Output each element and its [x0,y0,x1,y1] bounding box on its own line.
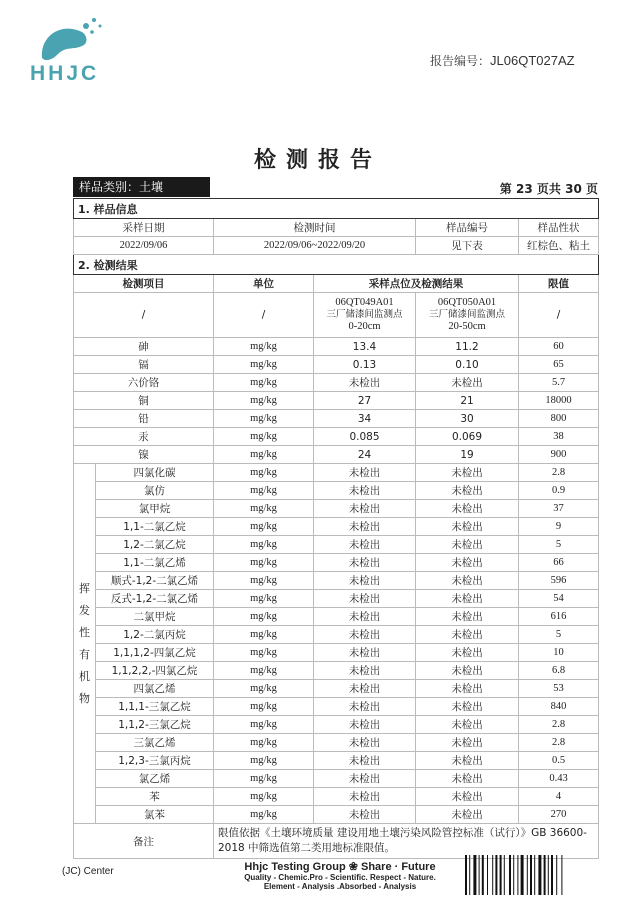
cell-limit: 840 [519,698,599,716]
page-suffix: 页 [585,182,598,196]
header-test-time: 检测时间 [214,219,416,237]
cell-item: 四氯化碳 [96,464,214,482]
table-row [74,662,599,680]
cell-limit: 2.8 [519,716,599,734]
report-number-value: JL06QT027AZ [490,53,575,68]
cell-unit: mg/kg [214,572,314,590]
value-sampling-date: 2022/09/06 [74,237,214,255]
cell-unit: mg/kg [214,590,314,608]
value-sample-character: 红棕色、粘土 [519,237,599,255]
table-row [74,608,599,626]
cell-r1: 未检出 [314,734,416,752]
cell-limit: 2.8 [519,734,599,752]
cell-unit: mg/kg [214,500,314,518]
table-row [74,536,599,554]
cell-r1: 34 [314,410,416,428]
barcode-bar [548,855,549,895]
cell-r2: 未检出 [416,536,519,554]
cell-r1: 未检出 [314,500,416,518]
cell-unit: mg/kg [214,680,314,698]
cell-limit: 66 [519,554,599,572]
cell-unit: mg/kg [214,698,314,716]
cell-r2: 11.2 [416,338,519,356]
cell-r2: 未检出 [416,752,519,770]
cell-item: 1,2-二氯丙烷 [96,626,214,644]
cell-item: 六价铬 [74,374,214,392]
footer-center-label: (JC) Center [62,866,114,877]
cell-item: 1,1,1,2-四氯乙烷 [96,644,214,662]
cell-r2: 未检出 [416,374,519,392]
cell-r1: 未检出 [314,626,416,644]
section-sample-info-title: 1. 样品信息 [74,199,599,219]
table-row [74,752,599,770]
cell-r2: 未检出 [416,644,519,662]
cell-limit: 38 [519,428,599,446]
cell-r1: 未检出 [314,482,416,500]
table-row [74,446,599,464]
cell-r2: 未检出 [416,626,519,644]
sample-row-item: / [74,293,214,338]
cell-r1: 未检出 [314,464,416,482]
voc-group-char: 性 [79,625,90,639]
cell-r1: 27 [314,392,416,410]
cell-item: 氯甲烷 [96,500,214,518]
header-sample-character: 样品性状 [519,219,599,237]
table-row [74,698,599,716]
table-row [74,680,599,698]
barcode-bar [504,855,505,895]
table-row [74,356,599,374]
cell-r2: 21 [416,392,519,410]
barcode-bar [495,855,497,895]
cell-limit: 18000 [519,392,599,410]
cell-limit: 2.8 [519,464,599,482]
cell-r2: 未检出 [416,590,519,608]
cell-item: 1,1-二氯乙烯 [96,554,214,572]
cell-r1: 未检出 [314,770,416,788]
cell-r2: 未检出 [416,518,519,536]
barcode [465,855,585,895]
cell-r2: 未检出 [416,572,519,590]
footer-slogan-1: Quality - Chemic.Pro - Scientific. Respect - Nature. [244,873,436,882]
sample-1-code: 06QT049A01 [335,297,394,308]
footer-brand [240,860,440,891]
barcode-bar [479,855,480,895]
page-total: 30 [565,182,582,196]
barcode-bar [530,855,532,895]
remark-text: 限值依据《土壤环境质量 建设用地土壤污染风险管控标准（试行）》GB 36600-2018 中筛选值第二类用地标准限值。 [214,824,599,859]
remark-row [74,824,599,859]
table-row [74,518,599,536]
cell-limit: 54 [519,590,599,608]
table-row [74,500,599,518]
table-row [74,770,599,788]
barcode-bar [469,855,470,895]
cell-item: 三氯乙烯 [96,734,214,752]
sample-row-unit: / [214,293,314,338]
cell-item: 四氯乙烯 [96,680,214,698]
cell-unit: mg/kg [214,518,314,536]
cell-unit: mg/kg [214,428,314,446]
cell-r2: 30 [416,410,519,428]
cell-unit: mg/kg [214,770,314,788]
table-row [74,626,599,644]
cell-limit: 10 [519,644,599,662]
cell-r1: 未检出 [314,608,416,626]
cell-r1: 未检出 [314,752,416,770]
barcode-bar [509,855,511,895]
table-row [74,788,599,806]
sample-2-depth: 20-50cm [448,321,486,332]
barcode-bar [538,855,541,895]
page-prefix: 第 [499,182,512,196]
voc-group-char: 发 [79,603,90,617]
cell-item: 氯乙烯 [96,770,214,788]
table-row [74,482,599,500]
cell-r1: 未检出 [314,518,416,536]
cell-unit: mg/kg [214,374,314,392]
section-results-title: 2. 检测结果 [74,255,599,275]
cell-unit: mg/kg [214,410,314,428]
cell-r2: 未检出 [416,806,519,824]
cell-r2: 未检出 [416,698,519,716]
barcode-bar [521,855,524,895]
cell-unit: mg/kg [214,464,314,482]
voc-group-label [74,464,96,824]
header-test-item: 检测项目 [74,275,214,293]
cell-r2: 未检出 [416,608,519,626]
cell-item: 反式-1,2-二氯乙烯 [96,590,214,608]
cell-r1: 未检出 [314,572,416,590]
value-test-time: 2022/09/06~2022/09/20 [214,237,416,255]
cell-item: 顺式-1,2-二氯乙烯 [96,572,214,590]
header-unit: 单位 [214,275,314,293]
barcode-bar [482,855,484,895]
table-row [74,428,599,446]
header-limit: 限值 [519,275,599,293]
cell-r2: 未检出 [416,680,519,698]
cell-limit: 270 [519,806,599,824]
cell-unit: mg/kg [214,446,314,464]
table-row [74,590,599,608]
cell-r1: 未检出 [314,806,416,824]
cell-unit: mg/kg [214,356,314,374]
sample-2-code: 06QT050A01 [437,297,497,308]
sample-row-limit: / [519,293,599,338]
cell-limit: 0.43 [519,770,599,788]
cell-r1: 未检出 [314,716,416,734]
cell-unit: mg/kg [214,338,314,356]
barcode-bar [517,855,518,895]
page-current: 23 [516,182,533,196]
cell-r1: 未检出 [314,374,416,392]
barcode-bar [534,855,535,895]
table-row [74,572,599,590]
cell-limit: 9 [519,518,599,536]
value-sample-id: 见下表 [416,237,519,255]
cell-limit: 596 [519,572,599,590]
page-info [500,180,598,197]
cell-r2: 未检出 [416,788,519,806]
cell-unit: mg/kg [214,554,314,572]
cell-item: 氯苯 [96,806,214,824]
sample-category [73,177,210,197]
cell-r2: 0.069 [416,428,519,446]
cell-r1: 未检出 [314,698,416,716]
table-row [74,644,599,662]
barcode-bar [513,855,514,895]
cell-r1: 13.4 [314,338,416,356]
cell-r1: 未检出 [314,788,416,806]
header-results: 采样点位及检测结果 [314,275,519,293]
report-table [73,198,599,859]
sample-1-location: 三厂储漆间监测点 [326,309,403,320]
cell-limit: 5 [519,536,599,554]
cell-limit: 0.9 [519,482,599,500]
barcode-bar [500,855,502,895]
cell-r2: 未检出 [416,500,519,518]
cell-r1: 24 [314,446,416,464]
cell-limit: 616 [519,608,599,626]
cell-item: 镉 [74,356,214,374]
header-sampling-date: 采样日期 [74,219,214,237]
cell-item: 苯 [96,788,214,806]
cell-item: 1,2-二氯乙烷 [96,536,214,554]
cell-limit: 0.5 [519,752,599,770]
cell-r1: 未检出 [314,590,416,608]
cell-limit: 5 [519,626,599,644]
logo-text: HHJC [30,62,100,85]
footer-brand-line: Hhjc Testing Group ❀ Share · Future [244,861,436,873]
cell-limit: 800 [519,410,599,428]
cell-item: 1,1,1-三氯乙烷 [96,698,214,716]
cell-unit: mg/kg [214,626,314,644]
cell-limit: 900 [519,446,599,464]
cell-item: 汞 [74,428,214,446]
table-row [74,734,599,752]
table-row [74,464,599,482]
voc-group-char: 物 [79,691,90,705]
barcode-bar [561,855,562,895]
cell-r2: 0.10 [416,356,519,374]
cell-item: 1,1,2-三氯乙烷 [96,716,214,734]
page-mid: 页共 [536,182,561,196]
barcode-bar [551,855,553,895]
cell-r2: 未检出 [416,662,519,680]
sample-category-label: 样品类别： [79,180,140,194]
cell-unit: mg/kg [214,536,314,554]
remark-label: 备注 [74,824,214,859]
cell-r2: 未检出 [416,464,519,482]
cell-r2: 未检出 [416,770,519,788]
cell-r1: 未检出 [314,644,416,662]
cell-item: 1,2,3-三氯丙烷 [96,752,214,770]
sample-1-depth: 0-20cm [348,321,381,332]
cell-unit: mg/kg [214,392,314,410]
cell-r1: 未检出 [314,680,416,698]
cell-limit: 65 [519,356,599,374]
cell-item: 1,1-二氯乙烷 [96,518,214,536]
cell-limit: 53 [519,680,599,698]
cell-item: 氯仿 [96,482,214,500]
cell-item: 二氯甲烷 [96,608,214,626]
voc-group-char: 挥 [79,581,90,595]
report-number-label: 报告编号： [430,54,491,68]
cell-r2: 未检出 [416,716,519,734]
voc-group-char: 机 [79,669,90,683]
cell-r2: 未检出 [416,482,519,500]
cell-limit: 5.7 [519,374,599,392]
report-number [430,52,575,69]
table-row [74,410,599,428]
cell-item: 砷 [74,338,214,356]
barcode-bar [527,855,528,895]
cell-item: 镍 [74,446,214,464]
cell-unit: mg/kg [214,716,314,734]
cell-limit: 37 [519,500,599,518]
cell-r2: 19 [416,446,519,464]
table-row [74,806,599,824]
cell-limit: 60 [519,338,599,356]
cell-limit: 4 [519,788,599,806]
cell-item: 铅 [74,410,214,428]
header-sample-id: 样品编号 [416,219,519,237]
cell-r1: 未检出 [314,662,416,680]
table-row [74,716,599,734]
cell-item: 铜 [74,392,214,410]
cell-unit: mg/kg [214,788,314,806]
cell-unit: mg/kg [214,806,314,824]
cell-limit: 6.8 [519,662,599,680]
cell-r1: 0.13 [314,356,416,374]
cell-unit: mg/kg [214,752,314,770]
cell-unit: mg/kg [214,482,314,500]
barcode-bar [544,855,546,895]
barcode-bar [492,855,493,895]
barcode-bar [473,855,476,895]
footer-slogan-2: Element - Analysis .Absorbed - Analysis [263,882,417,891]
table-row [74,392,599,410]
voc-group-char: 有 [79,647,90,661]
cell-r2: 未检出 [416,734,519,752]
cell-unit: mg/kg [214,644,314,662]
barcode-bar [487,855,488,895]
cell-unit: mg/kg [214,734,314,752]
barcode-bar [465,855,467,895]
cell-r2: 未检出 [416,554,519,572]
barcode-bar [556,855,557,895]
sample-category-value: 土壤 [139,180,164,194]
report-title: 检测报告 [253,148,382,173]
cell-item: 1,1,2,2,-四氯乙烷 [96,662,214,680]
sample-point-1 [314,293,416,338]
cell-unit: mg/kg [214,608,314,626]
cell-r1: 未检出 [314,536,416,554]
sample-2-location: 三厂储漆间监测点 [428,309,505,320]
cell-unit: mg/kg [214,662,314,680]
table-row [74,338,599,356]
table-row [74,554,599,572]
cell-r1: 未检出 [314,554,416,572]
table-row [74,374,599,392]
sample-point-2 [416,293,519,338]
cell-r1: 0.085 [314,428,416,446]
